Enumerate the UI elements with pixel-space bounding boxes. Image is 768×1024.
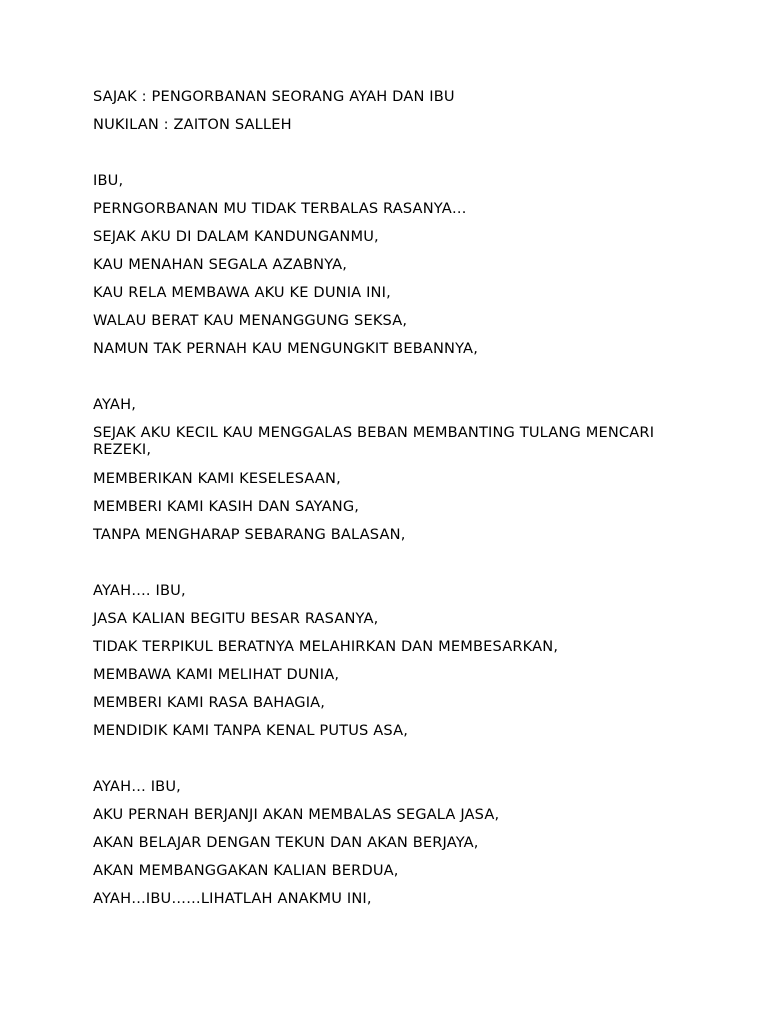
poem-line: SEJAK AKU KECIL KAU MENGGALAS BEBAN MEMBANTING TULANG MENCARI REZEKI, (93, 424, 655, 458)
poem-line: KAU MENAHAN SEGALA AZABNYA, (93, 256, 348, 273)
poem-line: MEMBERI KAMI KASIH DAN SAYANG, (93, 498, 360, 515)
poem-title: SAJAK : PENGORBANAN SEORANG AYAH DAN IBU (93, 88, 455, 105)
poem-line: PERNGORBANAN MU TIDAK TERBALAS RASANYA… (93, 200, 467, 217)
poem-author: NUKILAN : ZAITON SALLEH (93, 116, 292, 133)
stanza-1-heading: IBU, (93, 172, 124, 189)
poem-line: JASA KALIAN BEGITU BESAR RASANYA, (93, 610, 379, 627)
poem-line: KAU RELA MEMBAWA AKU KE DUNIA INI, (93, 284, 391, 301)
poem-line: TANPA MENGHARAP SEBARANG BALASAN, (93, 526, 406, 543)
poem-line: AKAN MEMBANGGAKAN KALIAN BERDUA, (93, 862, 399, 879)
poem-line: MENDIDIK KAMI TANPA KENAL PUTUS ASA, (93, 722, 409, 739)
stanza-4-heading: AYAH… IBU, (93, 778, 181, 795)
poem-line: AKAN BELAJAR DENGAN TEKUN DAN AKAN BERJAYA, (93, 834, 479, 851)
poem-line: AYAH…IBU……LIHATLAH ANAKMU INI, (93, 890, 372, 907)
poem-line: SEJAK AKU DI DALAM KANDUNGANMU, (93, 228, 379, 245)
stanza-3-heading: AYAH…. IBU, (93, 582, 186, 599)
poem-line: AKU PERNAH BERJANJI AKAN MEMBALAS SEGALA JASA, (93, 806, 500, 823)
stanza-2-heading: AYAH, (93, 396, 136, 413)
poem-line: WALAU BERAT KAU MENANGGUNG SEKSA, (93, 312, 408, 329)
poem-line: NAMUN TAK PERNAH KAU MENGUNGKIT BEBANNYA, (93, 340, 478, 357)
poem-line: MEMBAWA KAMI MELIHAT DUNIA, (93, 666, 340, 683)
poem-line: MEMBERI KAMI RASA BAHAGIA, (93, 694, 326, 711)
poem-line: TIDAK TERPIKUL BERATNYA MELAHIRKAN DAN MEMBESARKAN, (93, 638, 559, 655)
poem-line: MEMBERIKAN KAMI KESELESAAN, (93, 470, 341, 487)
